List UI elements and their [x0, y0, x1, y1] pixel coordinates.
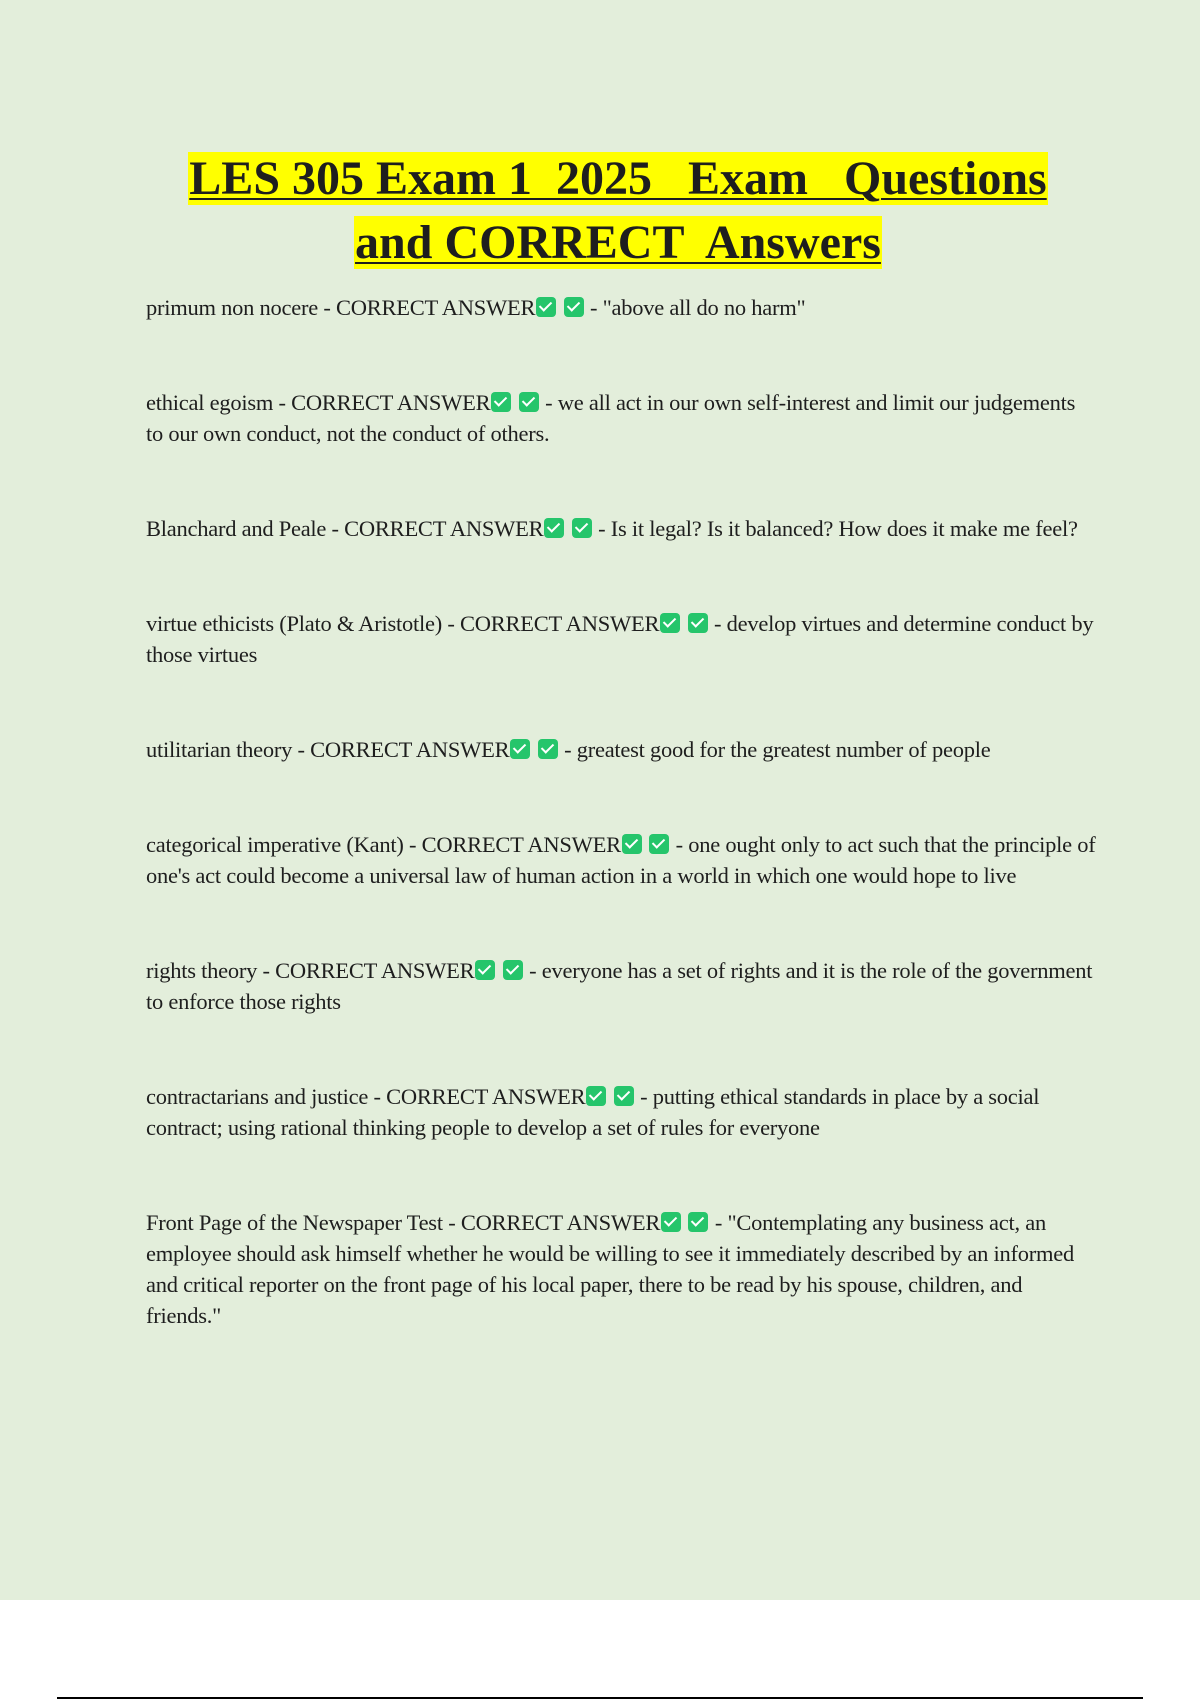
separator: - [292, 737, 311, 762]
check-mark-icon [564, 297, 584, 317]
check-mark-icon [649, 834, 669, 854]
correct-answer-label: CORRECT ANSWER [459, 611, 660, 636]
separator: - [670, 832, 689, 857]
separator: - [326, 516, 345, 541]
separator: - [523, 958, 542, 983]
check-mark-icon [614, 1086, 634, 1106]
qa-answer: we all act in our own self-interest and limit our judgements to our own conduct, not the conduct of others. [146, 390, 1076, 446]
qa-term: virtue ethicists (Plato & Aristotle) [146, 611, 442, 636]
qa-item [146, 513, 1096, 544]
correct-answer-label: CORRECT ANSWER [275, 958, 475, 983]
qa-item [146, 734, 1096, 765]
qa-term: Front Page of the Newspaper Test [146, 1210, 443, 1235]
separator: - [442, 1210, 461, 1235]
separator: - [584, 295, 603, 320]
check-mark-icon [586, 1086, 606, 1106]
qa-answer: "above all do no harm" [602, 295, 806, 320]
document-title [0, 147, 1200, 275]
qa-list [146, 292, 1096, 1395]
check-mark-icon [660, 613, 680, 633]
separator: - [368, 1084, 387, 1109]
separator: - [634, 1084, 653, 1109]
qa-term: utilitarian theory [146, 737, 293, 762]
qa-answer: everyone has a set of rights and it is the role of the government to enforce those rights [146, 958, 1093, 1014]
qa-answer: one ought only to act such that the principle of one's act could become a universal law of human action in a world in which one would hope to live [146, 832, 1096, 888]
qa-item [146, 292, 1096, 323]
correct-answer-label: CORRECT ANSWER [386, 1084, 586, 1109]
separator: - [539, 390, 558, 415]
check-mark-icon [538, 739, 558, 759]
qa-term: categorical imperative (Kant) [146, 832, 404, 857]
separator: - [708, 611, 727, 636]
qa-answer: develop virtues and determine conduct by those virtues [146, 611, 1094, 667]
check-mark-icon [688, 613, 708, 633]
qa-term: contractarians and justice [146, 1084, 369, 1109]
qa-term: rights theory [146, 958, 258, 983]
title-line-2: and CORRECT Answers [355, 216, 881, 269]
separator: - [257, 958, 276, 983]
qa-answer: putting ethical standards in place by a social contract; using rational thinking people to develop a set of rules for everyone [146, 1084, 1040, 1140]
correct-answer-label: CORRECT ANSWER [421, 832, 621, 857]
check-mark-icon [475, 960, 495, 980]
correct-answer-label: CORRECT ANSWER [344, 516, 544, 541]
separator: - [273, 390, 292, 415]
qa-answer: "Contemplating any business act, an employee should ask himself whether he would be willing to see it immediately described by an informed and critical reporter on the front page of his local paper, there to be read by his spouse, children, and friends." [146, 1210, 1075, 1328]
qa-answer: greatest good for the greatest number of people [576, 737, 991, 762]
title-line-1: LES 305 Exam 1 2025 Exam Questions [189, 152, 1047, 205]
separator: - [317, 295, 336, 320]
qa-item [146, 387, 1096, 449]
check-mark-icon [519, 392, 539, 412]
separator: - [709, 1210, 728, 1235]
qa-answer: Is it legal? Is it balanced? How does it make me feel? [610, 516, 1078, 541]
correct-answer-label: CORRECT ANSWER [460, 1210, 661, 1235]
qa-term: ethical egoism [146, 390, 274, 415]
qa-item [146, 829, 1096, 891]
check-mark-icon [536, 297, 556, 317]
correct-answer-label: CORRECT ANSWER [310, 737, 510, 762]
check-mark-icon [572, 518, 592, 538]
qa-item [146, 955, 1096, 1017]
qa-item [146, 608, 1096, 670]
check-mark-icon [688, 1212, 708, 1232]
check-mark-icon [622, 834, 642, 854]
correct-answer-label: CORRECT ANSWER [335, 295, 536, 320]
qa-term: primum non nocere [146, 295, 318, 320]
footer-divider [57, 1697, 1143, 1699]
correct-answer-label: CORRECT ANSWER [291, 390, 491, 415]
qa-item [146, 1081, 1096, 1143]
check-mark-icon [491, 392, 511, 412]
check-mark-icon [661, 1212, 681, 1232]
check-mark-icon [510, 739, 530, 759]
separator: - [592, 516, 611, 541]
separator: - [558, 737, 577, 762]
qa-item [146, 1207, 1096, 1331]
check-mark-icon [544, 518, 564, 538]
separator: - [441, 611, 460, 636]
qa-term: Blanchard and Peale [146, 516, 327, 541]
separator: - [403, 832, 422, 857]
check-mark-icon [503, 960, 523, 980]
